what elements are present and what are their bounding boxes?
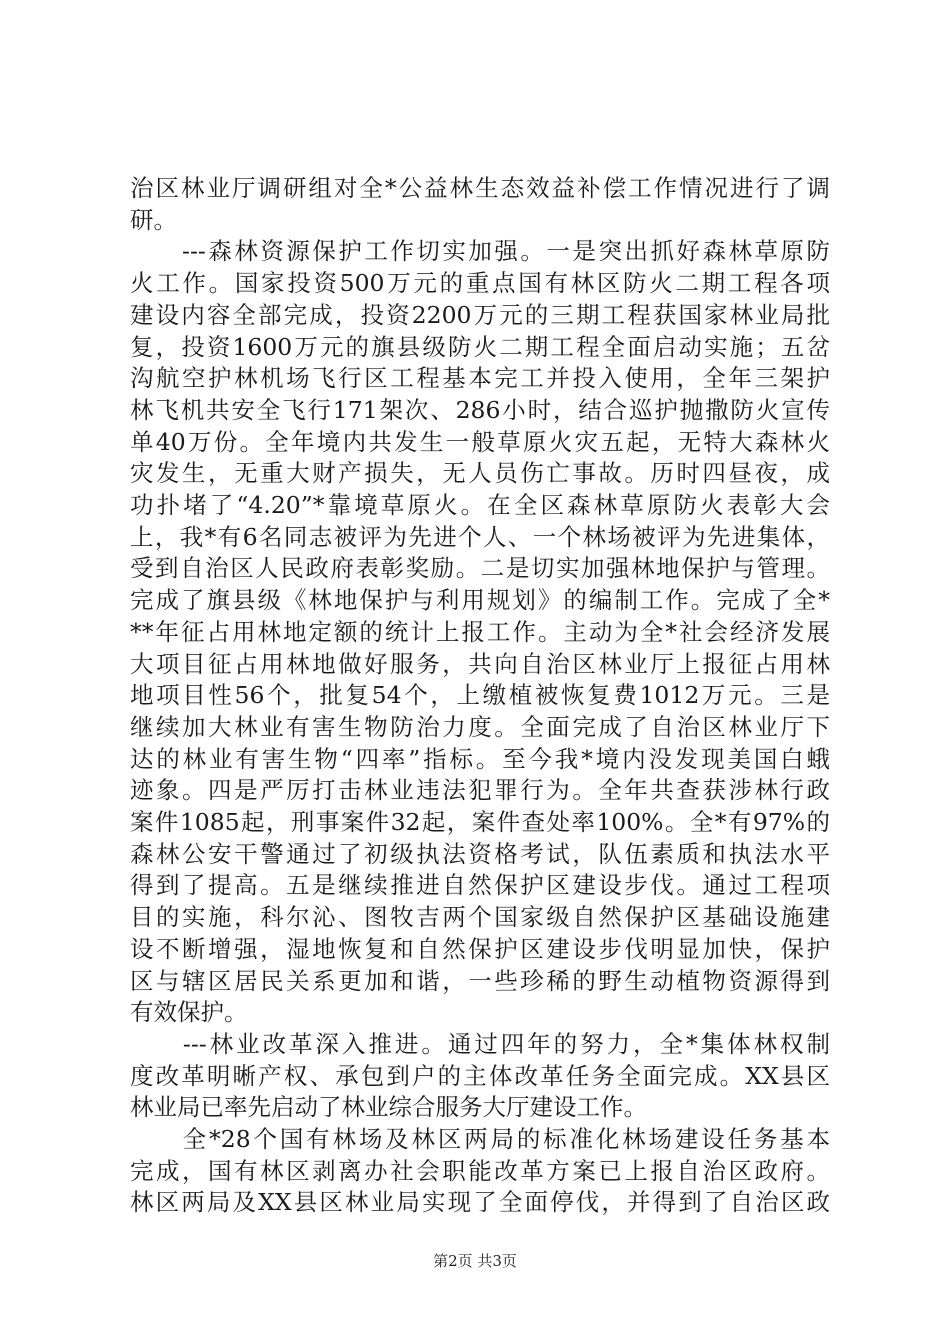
text-line: 继续加大林业有害生物防治力度。全面完成了自治区林业厅下 — [130, 712, 830, 741]
text-line: 度改革明晰产权、承包到户的主体改革任务全面完成。XX县区 — [130, 1061, 830, 1090]
text-line: 森林公安干警通过了初级执法资格考试，队伍素质和执法水平 — [130, 839, 830, 868]
text-line: **年征占用林地定额的统计上报工作。主动为全*社会经济发展 — [130, 617, 830, 646]
text-line: 林飞机共安全飞行171架次、286小时，结合巡护抛撒防火宣传 — [130, 395, 830, 424]
text-line: 受到自治区人民政府表彰奖励。二是切实加强林地保护与管理。 — [130, 554, 830, 583]
text-line: 研。 — [130, 205, 177, 234]
text-line: 林业局已率先启动了林业综合服务大厅建设工作。 — [130, 1093, 647, 1122]
text-line: 完成，国有林区剥离办社会职能改革方案已上报自治区政府。 — [130, 1156, 830, 1185]
text-line: 火工作。国家投资500万元的重点国有林区防火二期工程各项 — [130, 269, 830, 298]
text-line: ---林业改革深入推进。通过四年的努力，全*集体林权制 — [130, 1029, 830, 1058]
text-line: 达的林业有害生物“四率”指标。至今我*境内没发现美国白蛾 — [130, 744, 830, 773]
text-line: 林区两局及XX县区林业局实现了全面停伐，并得到了自治区政 — [130, 1188, 830, 1217]
text-line: 迹象。四是严厉打击林业违法犯罪行为。全年共查获涉林行政 — [130, 776, 830, 805]
text-line: 案件1085起，刑事案件32起，案件查处率100%。全*有97%的 — [130, 808, 830, 836]
text-line: 完成了旗县级《林地保护与利用规划》的编制工作。完成了全* — [130, 586, 830, 615]
text-line: 区与辖区居民关系更加和谐，一些珍稀的野生动植物资源得到 — [130, 966, 830, 995]
text-line: 单40万份。全年境内共发生一般草原火灾五起，无特大森林火 — [130, 427, 830, 456]
page-footer: 第2页 共3页 — [433, 1252, 517, 1270]
text-line: 设不断增强，湿地恢复和自然保护区建设步伐明显加快，保护 — [130, 934, 830, 963]
text-line: 灾发生，无重大财产损失，无人员伤亡事故。历时四昼夜，成 — [130, 459, 830, 488]
text-line: 治区林业厅调研组对全*公益林生态效益补偿工作情况进行了调 — [130, 174, 830, 202]
text-line: 功扑堵了“4.20”*靠境草原火。在全区森林草原防火表彰大会 — [130, 491, 830, 519]
text-line: 全*28个国有林场及林区两局的标准化林场建设任务基本 — [130, 1125, 830, 1153]
text-line: 上，我*有6名同志被评为先进个人、一个林场被评为先进集体， — [130, 522, 830, 551]
text-line: ---森林资源保护工作切实加强。一是突出抓好森林草原防 — [130, 237, 830, 266]
text-line: 有效保护。 — [130, 998, 248, 1027]
text-line: 得到了提高。五是继续推进自然保护区建设步伐。通过工程项 — [130, 871, 830, 900]
text-line: 沟航空护林机场飞行区工程基本完工并投入使用，全年三架护 — [130, 364, 830, 393]
text-line: 地项目性56个，批复54个，上缴植被恢复费1012万元。三是 — [130, 681, 830, 710]
text-line: 复，投资1600万元的旗县级防火二期工程全面启动实施；五岔 — [130, 332, 830, 361]
text-line: 大项目征占用林地做好服务，共向自治区林业厅上报征占用林 — [130, 649, 830, 678]
text-line: 目的实施，科尔沁、图牧吉两个国家级自然保护区基础设施建 — [130, 903, 830, 932]
text-line: 建设内容全部完成，投资2200万元的三期工程获国家林业局批 — [130, 300, 830, 329]
